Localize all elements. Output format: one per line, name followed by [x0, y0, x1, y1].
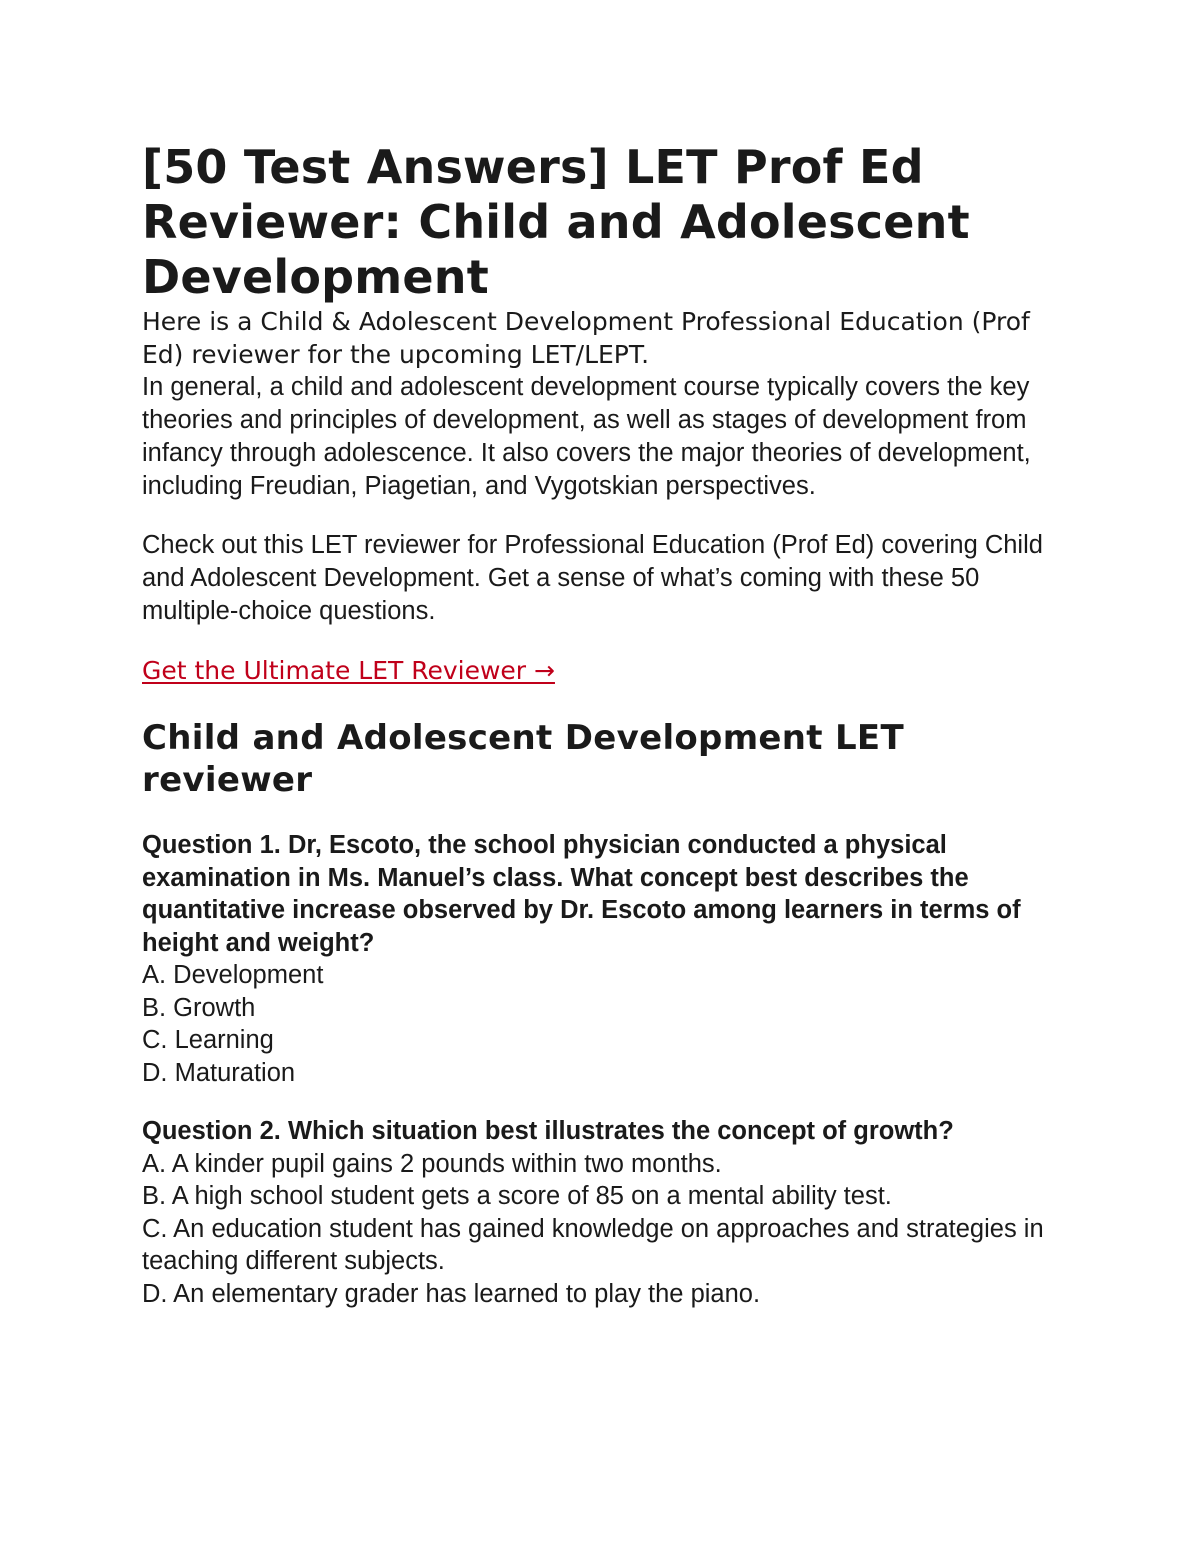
answer-option: A. A kinder pupil gains 2 pounds within two months. — [142, 1149, 722, 1178]
intro-checkout-paragraph: Check out this LET reviewer for Professional Education (Prof Ed) covering Child and Adolescent Development. Get a sense of what’s coming with these 50 multiple-choice questions. — [142, 531, 1043, 625]
document-page — [142, 140, 1062, 1310]
answer-option: C. An education student has gained knowledge on approaches and strategies in teaching different subjects. — [142, 1214, 1044, 1275]
intro-lead-paragraph: Here is a Child & Adolescent Development Professional Education (Prof Ed) reviewer for the upcoming LET/LEPT. — [142, 307, 1030, 369]
answer-option: C. Learning — [142, 1026, 274, 1054]
answer-option: D. An elementary grader has learned to play the piano. — [142, 1279, 761, 1308]
paragraph-spacer — [142, 687, 1062, 717]
question-block — [142, 829, 1062, 1089]
paragraph-spacer — [142, 628, 1062, 654]
paragraph-spacer — [142, 801, 1062, 829]
question-text: Question 2. Which situation best illustrates the concept of growth? — [142, 1117, 954, 1145]
answer-option: A. Development — [142, 961, 324, 989]
answer-option: B. Growth — [142, 993, 256, 1022]
question-block — [142, 1115, 1062, 1310]
intro-general-paragraph: In general, a child and adolescent development course typically covers the key theories and principles of development, as well as stages of development from infancy through adolescence. It also covers the major theories of development, including Freudian, Piagetian, and Vygotskian perspectives. — [142, 373, 1031, 500]
section-heading: Child and Adolescent Development LET reviewer — [142, 718, 904, 800]
question-text: Question 1. Dr, Escoto, the school physician conducted a physical examination in Ms. Manuel’s class. What concept best describes the quantitative increase observed by Dr. Escoto among learners in terms of height and weight? — [142, 831, 1021, 957]
answer-option: D. Maturation — [142, 1058, 296, 1087]
answer-option: B. A high school student gets a score of 85 on a mental ability test. — [142, 1182, 892, 1210]
paragraph-spacer — [142, 503, 1062, 529]
document-title: [50 Test Answers] LET Prof Ed Reviewer: Child and Adolescent Development — [142, 140, 970, 304]
paragraph-spacer — [142, 1089, 1062, 1115]
ultimate-reviewer-link[interactable]: Get the Ultimate LET Reviewer → — [142, 656, 555, 685]
